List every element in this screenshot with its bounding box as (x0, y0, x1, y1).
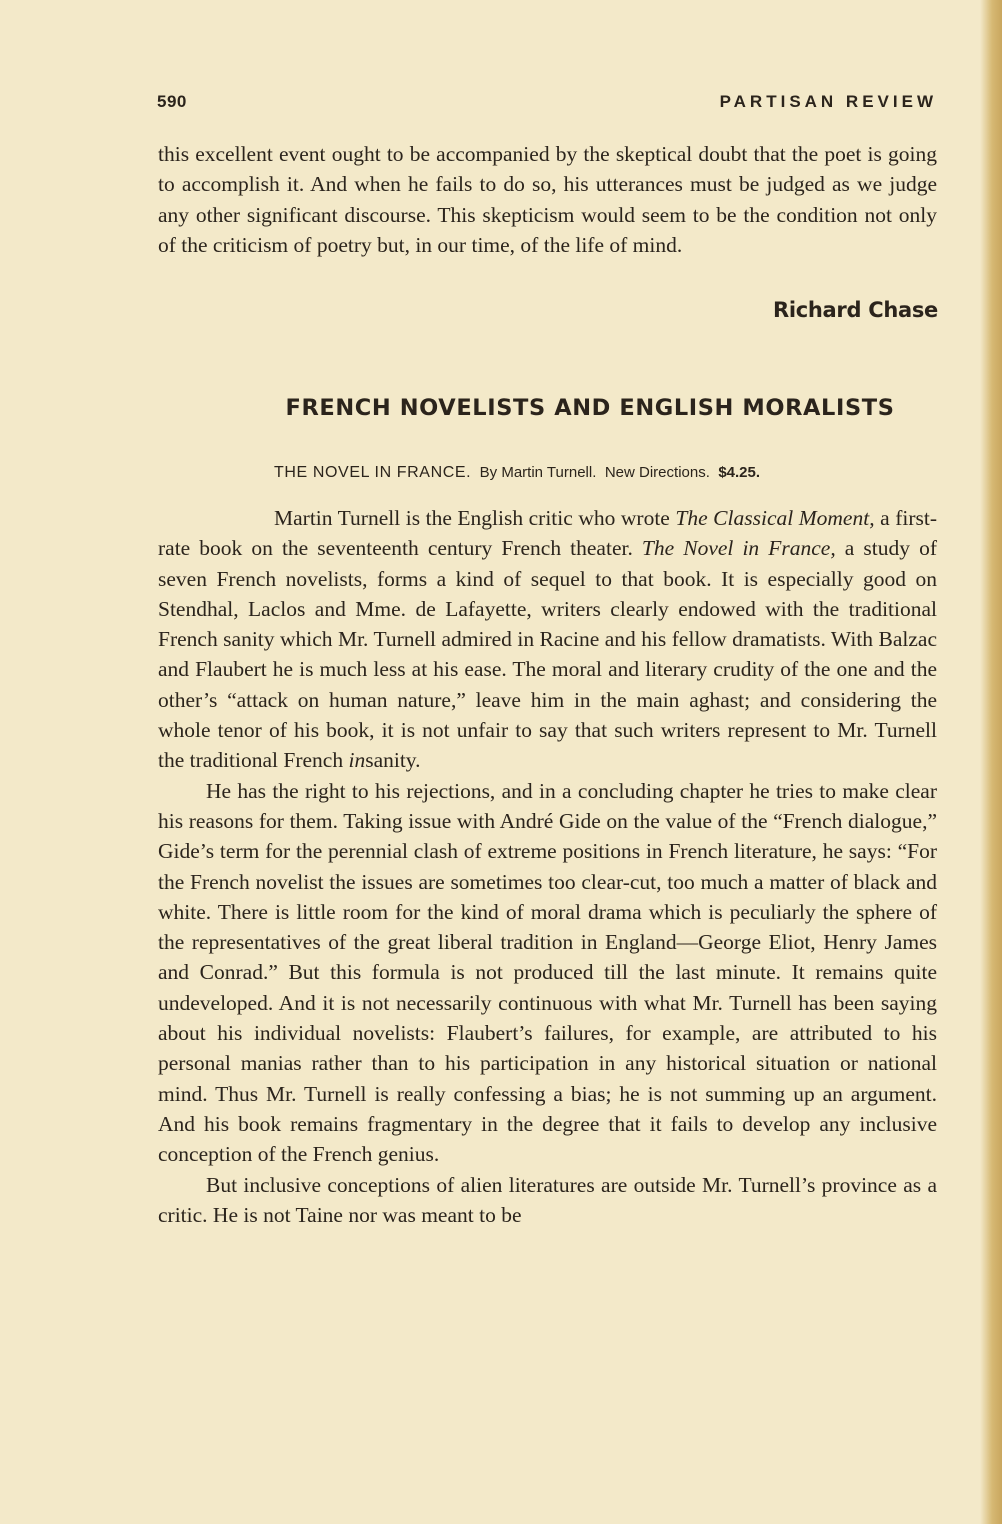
closing-paragraph: this excellent event ought to be accompanied by the skeptical doubt that the poet is going to accomplish it. And when he fails to do so, his utterances must be judged as we judge any other significant discourse. This skepticism would seem to be the condition not only of the criticism of poetry but, in our time, of the life of mind. (158, 142, 937, 257)
previous-review-ending (158, 139, 937, 260)
p1-text-d: sanity. (365, 748, 421, 773)
book-title: THE NOVEL IN FRANCE. (274, 464, 472, 481)
page-edge-shading (980, 0, 1002, 1524)
emphasis-in: in (348, 748, 366, 773)
p1-text-b: a first-rate book on the seventeenth century French theater. (158, 506, 937, 561)
book-reference-novel-in-france: The Novel in France, (641, 536, 836, 561)
page-header (157, 92, 937, 116)
p1-text-a: Martin Turnell is the English critic who wrote (274, 506, 676, 530)
book-author: By Martin Turnell. (479, 464, 597, 481)
p1-text-c: a study of seven French novelists, forms a kind of sequel to that book. It is especially good on Stendhal, Laclos and Mme. de Lafayette, writers clearly endowed with the traditional French sanity which Mr. Turnell admired in Racine and his fellow dramatists. With Balzac and Flaubert he is much less at his ease. The moral and literary crudity of the one and the other’s “attack on human nature,” leave him in the main aghast; and considering the whole tenor of his book, it is not unfair to say that such writers represent to Mr. Turnell the traditional French (158, 536, 937, 773)
book-reference-classical-moment: The Classical Moment, (675, 506, 875, 530)
book-publisher: New Directions. (604, 464, 710, 481)
book-price: $4.25. (718, 464, 761, 481)
paragraph-3: But inclusive conceptions of alien literatures are outside Mr. Turnell’s province as a critic. He is not Taine nor was meant to be (158, 1172, 937, 1227)
review-title: FRENCH NOVELISTS AND ENGLISH MORALISTS (285, 395, 895, 421)
paragraph-2: He has the right to his rejections, and in a concluding chapter he tries to make clear his reasons for them. Taking issue with André Gide on the value of the “French dialogue,” Gide’s term for the perennial clash of extreme positions in French literature, he says: “For the French novelist the issues are sometimes too clear-cut, too much a matter of black and white. There is little room for the kind of moral drama which is peculiarly the sphere of the representatives of the great liberal tradition in England—George Eliot, Henry James and Conrad.” But this formula is not produced till the last minute. It remains quite undeveloped. And it is not necessarily continuous with what Mr. Turnell has been saying about his individual novelists: Flaubert’s failures, for example, are attributed to his personal manias rather than to his participation in any historical situation or national mind. Thus Mr. Turnell is really confessing a bias; he is not summing up an argument. And his book remains fragmentary in the degree that it fails to develop any inclusive conception of the French genius. (158, 778, 937, 1167)
book-citation (274, 464, 937, 482)
running-title: PARTISAN REVIEW (719, 92, 937, 111)
review-body (158, 503, 937, 1230)
page-number: 590 (157, 92, 187, 111)
paragraph-1 (158, 503, 937, 776)
reviewer-signature: Richard Chase (772, 298, 938, 322)
